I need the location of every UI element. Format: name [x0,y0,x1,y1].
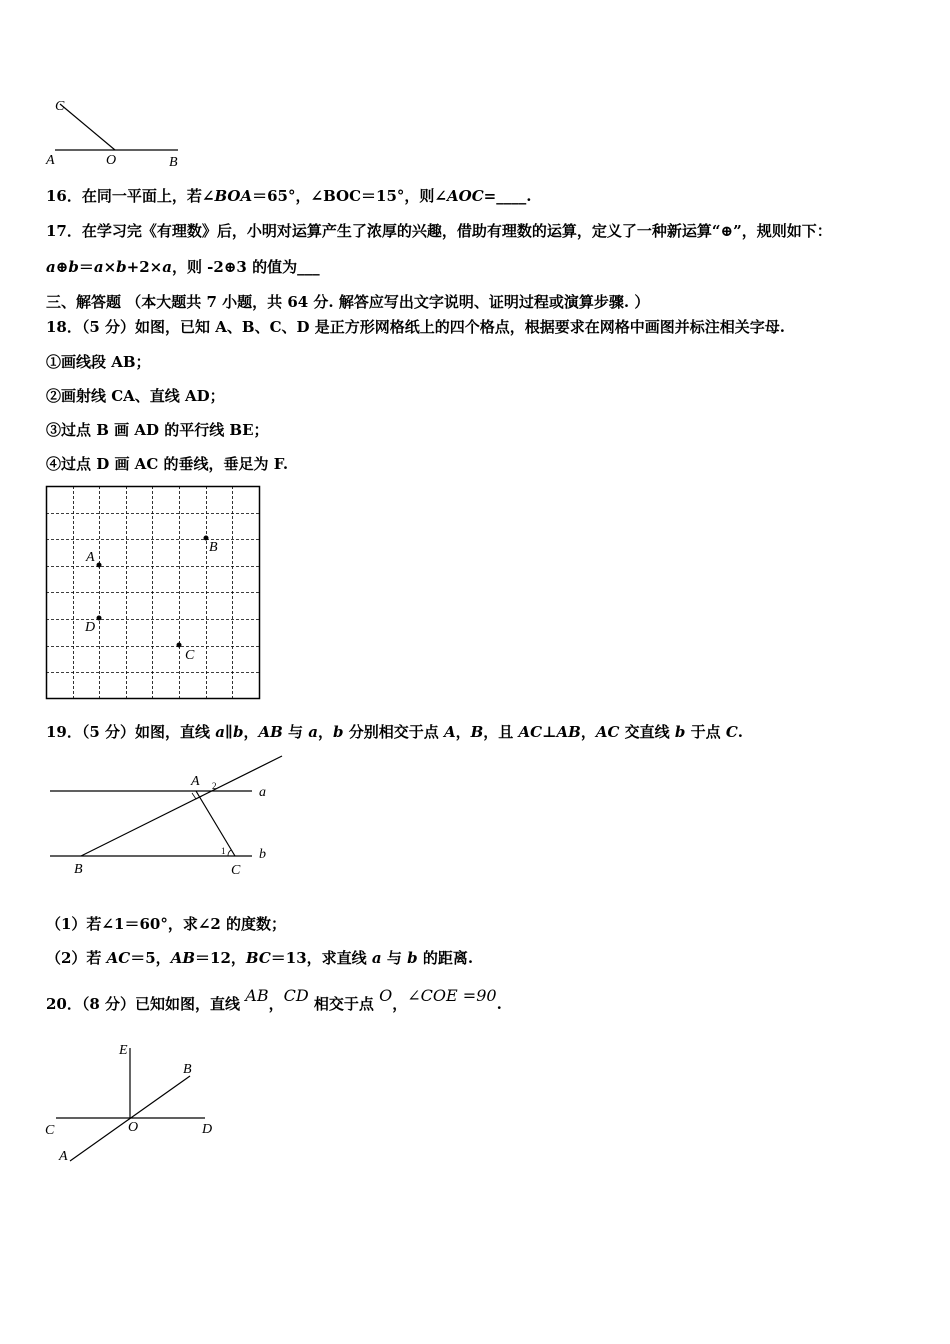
q20-t4: ， [392,995,408,1013]
q19-t2: ， [243,723,259,741]
point-D [97,616,102,621]
q19-AC2: AC [595,723,620,741]
q19-AC: AC [518,723,543,741]
q20-COE: ∠COE =90 [407,986,497,1005]
section-3-heading: 三、解答题 （本大题共 7 小题，共 64 分. 解答应写出文字说明、证明过程或演算步骤. ） [46,293,650,311]
label-C: C [45,1123,55,1138]
question-18-step-4: ④过点 D 画 AC 的垂线，垂足为 F. [46,455,289,473]
point-B [204,536,209,541]
q20-AB: AB [245,986,269,1005]
label-grid-C: C [185,648,195,663]
q17-var-b: b [68,258,79,276]
q19s2-AB: AB [170,949,196,967]
q19-C: C [725,723,738,741]
q19-parallel: ∥ [225,723,233,741]
line-AC [196,791,235,856]
ray-OC [60,104,115,150]
q19-t4: ， [317,723,333,741]
label-B: B [183,1062,192,1077]
label-fig-C: C [231,863,241,878]
q19s2-t3: ＝12， [195,949,246,967]
q17-eq: ＝ [78,258,94,276]
q20-t5: . [496,995,502,1013]
q17-var-a: a [46,258,56,276]
q16-angle-boa: BOA [214,187,253,205]
point-C [177,643,182,648]
q19-t9: 交直线 [619,723,675,741]
question-19 [46,722,743,742]
label-C: C [55,99,65,114]
q19-AB: AB [258,723,283,741]
label-A: A [46,153,55,168]
q19-t10: 于点 [685,723,726,741]
q19s2-b: b [407,949,418,967]
q19-t5: 分别相交于点 [343,723,444,741]
q19-AB2: AB [556,723,581,741]
q19s2-t2: ＝5， [130,949,171,967]
q16-text-2: ＝65°，∠BOC＝15°，则∠ [252,187,447,205]
q19-a: a [215,723,225,741]
question-17-line-2 [46,257,320,277]
label-grid-B: B [209,540,218,555]
q19-b3: b [674,723,686,741]
square-grid-figure [46,486,260,699]
parallel-lines-figure [46,752,276,882]
question-18-title: 18．（5 分）如图，已知 A、B、C、D 是正方形网格纸上的四个格点，根据要求在网格中画图并标注相关字母. [46,318,785,336]
label-grid-A: A [86,550,95,565]
question-19-sub-1: （1）若∠1＝60°，求∠2 的度数； [46,915,287,933]
q19s2-BC: BC [245,949,271,967]
q19s2-t6: 的距离. [417,949,474,967]
label-D: D [202,1122,213,1137]
q19-t1: 19．（5 分）如图，直线 [46,723,216,741]
q17-var-b2: b [116,258,127,276]
question-16 [46,186,531,206]
q20-t3: 相交于点 [308,995,380,1013]
q17-op: ⊕ [55,258,69,276]
q16-text-1: 16．在同一平面上，若∠ [46,187,215,205]
label-angle-2: 2 [212,781,217,791]
label-O: O [128,1120,139,1135]
angle-1-arc [228,850,231,856]
q20-t1: 20．（8 分）已知如图，直线 [46,995,246,1013]
question-18-step-1: ①画线段 AB； [46,353,151,371]
q19-a2: a [308,723,318,741]
q19-B: B [470,723,484,741]
q19-perp: ⊥ [542,723,557,741]
line-BA [81,756,282,856]
q19s2-t4: ＝13，求直线 [270,949,372,967]
q17-var-a2: a [93,258,104,276]
q17-tail: ，则 -2⊕3 的值为___ [171,258,320,276]
q20-O: O [379,986,393,1005]
question-19-sub-2 [46,948,473,968]
q17-var-a3: a [162,258,172,276]
q17-times: × [103,258,117,276]
question-18-step-3: ③过点 B 画 AD 的平行线 BE； [46,421,269,439]
grid-lines [46,486,260,699]
q19s2-a: a [371,949,382,967]
angle-figure-top [40,92,190,172]
intersecting-lines-figure [40,1038,230,1168]
label-angle-1: 1 [221,846,226,856]
label-A: A [59,1149,68,1164]
q19-t11: . [737,723,744,741]
label-fig-A: A [191,774,200,789]
q20-t2: ， [268,995,284,1013]
q19-A: A [443,723,456,741]
question-17-line-1: 17．在学习完《有理数》后，小明对运算产生了浓厚的兴趣，借助有理数的运算，定义了一种新运算“⊕”，规则如下： [46,222,832,240]
q19-t7: ，且 [483,723,519,741]
question-18-step-2: ②画射线 CA、直线 AD； [46,387,225,405]
q19-t6: ， [455,723,471,741]
q19-b: b [232,723,244,741]
label-grid-D: D [85,620,96,635]
q19s2-t5: 与 [381,949,408,967]
q17-plus: +2× [126,258,163,276]
label-E: E [119,1043,128,1058]
label-line-b: b [259,847,266,862]
q19s2-AC: AC [106,949,131,967]
q19-b2: b [333,723,344,741]
q19-t8: ， [580,723,596,741]
label-fig-B: B [74,862,83,877]
label-line-a: a [259,785,266,800]
q16-blank: =____. [483,187,532,205]
point-A [97,563,102,568]
q19-t3: 与 [282,723,309,741]
q20-CD: CD [283,986,309,1005]
label-B: B [169,155,178,170]
label-O: O [106,153,117,168]
q16-angle-aoc: AOC [446,187,484,205]
question-20 [46,986,502,1014]
q19s2-t1: （2）若 [46,949,107,967]
